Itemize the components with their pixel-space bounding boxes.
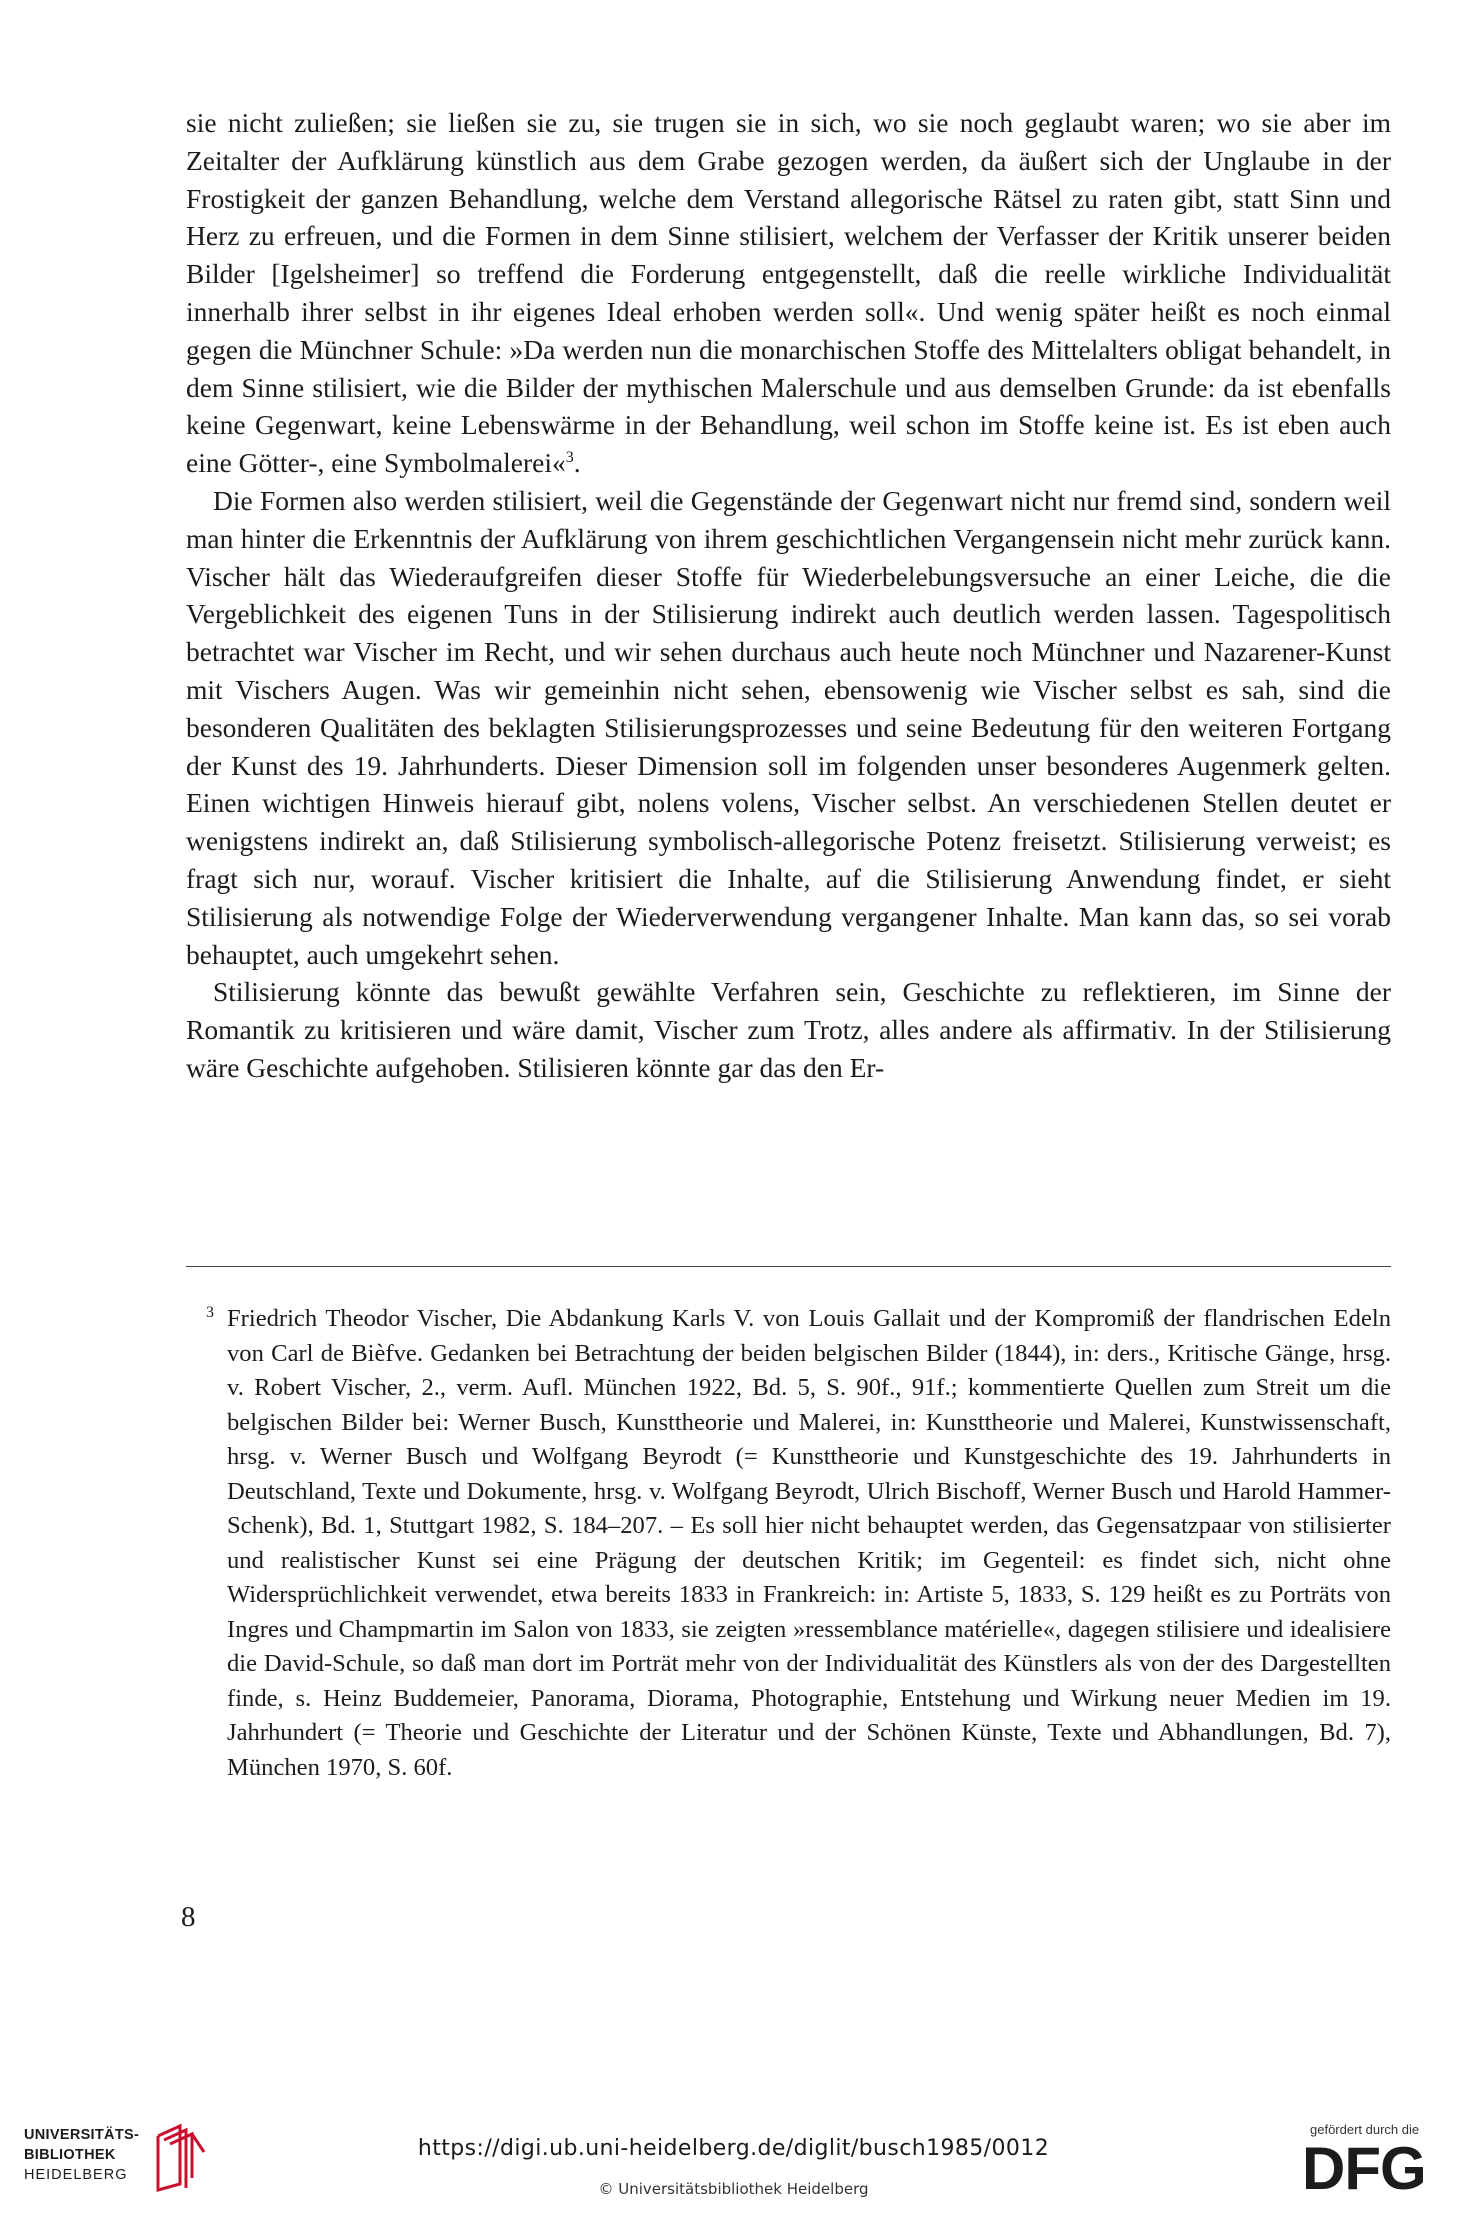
footnote-separator bbox=[186, 1266, 1391, 1267]
paragraph bbox=[186, 104, 1391, 482]
permalink[interactable]: https://digi.ub.uni-heidelberg.de/diglit/busch1985/0012 bbox=[417, 2136, 1050, 2161]
dfg-logo[interactable] bbox=[1302, 2122, 1452, 2202]
funding-note: gefördert durch die bbox=[1310, 2122, 1420, 2137]
footer-bar bbox=[0, 2100, 1467, 2216]
copyright-notice: © Universitätsbibliothek Heidelberg bbox=[598, 2180, 869, 2198]
paragraph: Die Formen also werden stilisiert, weil die Gegenstände der Gegenwart nicht nur fremd sind, sondern weil man hinter die Erkenntnis der Aufklärung von ihrem geschichtlichen Vergangensein nicht mehr zurück kann. Vischer hält das Wiederaufgreifen dieser Stoffe für Wiederbelebungsversuche an einer Leiche, die die Vergeblichkeit des eigenen Tuns in der Stilisierung indirekt auch deutlich werden lassen. Tagespolitisch betrachtet war Vischer im Recht, und wir sehen durchaus auch heute noch Münchner und Nazarener-Kunst mit Vischers Augen. Was wir gemeinhin nicht sehen, ebensowenig wie Vischer selbst es sah, sind die besonderen Qualitäten des beklagten Stilisierungsprozesses und seine Bedeutung für den weiteren Fortgang der Kunst des 19. Jahrhunderts. Dieser Dimension soll im folgenden unser besonderes Augenmerk gelten. Einen wichtigen Hinweis hierauf gibt, nolens volens, Vischer selbst. An verschiedenen Stellen deutet er wenigstens indirekt an, daß Stilisierung symbolisch-allegorische Potenz freisetzt. Stilisierung verweist; es fragt sich nur, worauf. Vischer kritisiert die Inhalte, auf die Stilisierung Anwendung findet, er sieht Stilisierung als notwendige Folge der Wiederverwendung vergangener Inhalte. Man kann das, so sei vorab behauptet, auch umgekehrt sehen. bbox=[186, 484, 1391, 970]
paragraph: Stilisierung könnte das bewußt gewählte Verfahren sein, Geschichte zu reflektieren, im Sinne der Romantik zu kritisieren und wäre damit, Vischer zum Trotz, alles andere als affirmativ. In der Stilisierung wäre Geschichte aufgehoben. Stilisieren könnte gar das den Er- bbox=[186, 976, 1391, 1083]
main-text bbox=[186, 104, 1391, 1087]
footnote-text: Friedrich Theodor Vischer, Die Abdankung Karls V. von Louis Gallait und der Kompromiß der flandrischen Edeln von Carl de Bièfve. Gedanken bei Betrachtung der beiden belgischen Bilder (1844), in: ders., Kritische Gänge, hrsg. v. Robert Vischer, 2., verm. Aufl. München 1922, Bd. 5, S. 90f., 91f.; kommentierte Quellen zum Streit um die belgischen Bilder bei: Werner Busch, Kunsttheorie und Malerei, in: Kunsttheorie und Malerei, Kunstwissenschaft, hrsg. v. Werner Busch und Wolfgang Beyrodt (= Kunsttheorie und Kunstgeschichte des 19. Jahrhunderts in Deutschland, Texte und Dokumente, hrsg. v. Wolfgang Beyrodt, Ulrich Bischoff, Werner Busch und Harold Hammer-Schenk), Bd. 1, Stuttgart 1982, S. 184–207. – Es soll hier nicht behauptet werden, das Gegensatzpaar von stilisierter und realistischer Kunst sei eine Prägung der deutschen Kritik; im Gegenteil: es findet sich, nicht ohne Widersprüchlichkeit verwendet, etwa bereits 1833 in Frankreich: in: Artiste 5, 1833, S. 129 heißt es zu Porträts von Ingres und Champmartin im Salon von 1833, sie zeigten »ressemblance matérielle«, dagegen stilisiere und idealisiere die David-Schule, so daß man dort im Porträt mehr von der Individualität des Künstlers als von der des Dargestellten finde, s. Heinz Buddemeier, Panorama, Diorama, Photographie, Entstehung und Wirkung neuer Medien im 19. Jahrhundert (= Theorie und Geschichte der Literatur und der Schönen Künste, Texte und Abhandlungen, Bd. 7), München 1970, S. 60f. bbox=[227, 1305, 1391, 1781]
paragraph-text: sie nicht zuließen; sie ließen sie zu, sie trugen sie in sich, wo sie noch geglaubt waren; wo sie aber im Zeitalter der Aufklärung künstlich aus dem Grabe gezogen werden, da äußert sich der Unglaube in der Frostigkeit der ganzen Behandlung, welche dem Verstand allegorische Rätsel zu raten gibt, statt Sinn und Herz zu erfreuen, und die Formen in dem Sinne stilisiert, welchem der Verfasser der Kritik unserer beiden Bilder [Igelsheimer] so treffend die Forderung entgegenstellt, daß die reelle wirkliche Individualität innerhalb ihrer selbst in ihr eigenes Ideal erhoben werden soll«. Und wenig später heißt es noch einmal gegen die Münchner Schule: »Da werden nun die monarchischen Stoffe des Mittelalters obligat behandelt, in dem Sinne stilisiert, wie die Bilder der mythischen Malerschule und aus demselben Grunde: da ist ebenfalls keine Gegenwart, keine Lebenswärme in der Behandlung, weil schon im Stoffe keine ist. Es ist eben auch eine Götter-, eine Symbolmalerei« bbox=[186, 107, 1391, 479]
library-name-line: BIBLIOTHEK bbox=[24, 2147, 116, 2163]
page-number: 8 bbox=[181, 1901, 196, 1933]
footnote-marker: 3 bbox=[206, 1304, 214, 1321]
footnote-reference[interactable]: 3 bbox=[565, 449, 574, 467]
dfg-wordmark: DFG bbox=[1302, 2135, 1426, 2202]
footnote bbox=[186, 1302, 1391, 1785]
sentence-end: . bbox=[573, 447, 581, 479]
library-name-line: HEIDELBERG bbox=[24, 2167, 128, 2183]
library-name-line: UNIVERSITÄTS- bbox=[24, 2127, 140, 2143]
